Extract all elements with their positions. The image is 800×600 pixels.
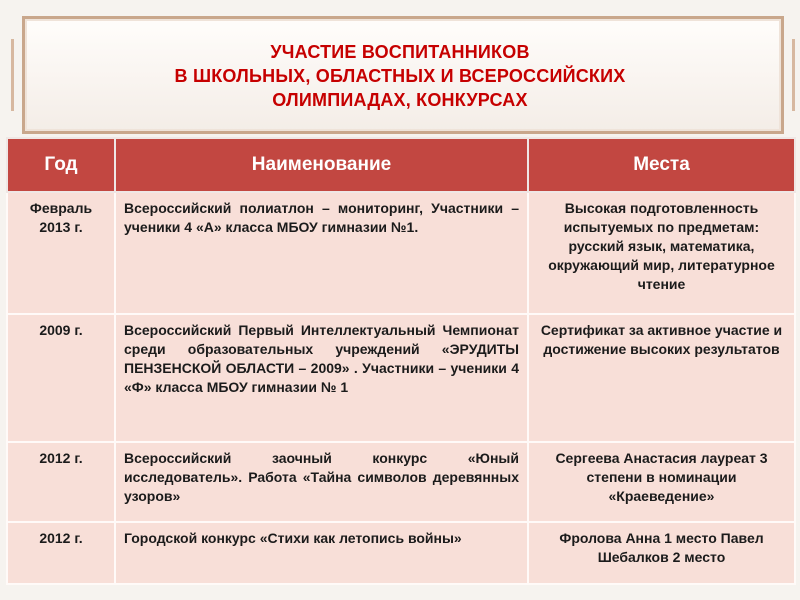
table-row: [7, 442, 795, 522]
table-row: [7, 314, 795, 442]
header-name: Наименование: [115, 138, 528, 192]
cell-year: Февраль 2013 г.: [7, 192, 115, 314]
header-places: Места: [528, 138, 795, 192]
page-title: [0, 40, 800, 112]
title-line-1: УЧАСТИЕ ВОСПИТАННИКОВ: [270, 42, 530, 62]
table-row: [7, 522, 795, 584]
cell-name: Всероссийский Первый Интеллектуальный Чемпионат среди образовательных учреждений «ЭРУДИТЫ ПЕНЗЕНСКОЙ ОБЛАСТИ – 2009» . Участники – ученики 4 «Ф» класса МБОУ гимназии № 1: [115, 314, 528, 442]
header-year: Год: [7, 138, 115, 192]
competitions-table: [6, 137, 796, 585]
cell-year: 2009 г.: [7, 314, 115, 442]
title-line-2: В ШКОЛЬНЫХ, ОБЛАСТНЫХ И ВСЕРОССИЙСКИХ: [174, 66, 626, 86]
table-row: [7, 192, 795, 314]
cell-name: Городской конкурс «Стихи как летопись войны»: [115, 522, 528, 584]
cell-year: 2012 г.: [7, 442, 115, 522]
cell-name: Всероссийский заочный конкурс «Юный исследователь». Работа «Тайна символов деревянных узоров»: [115, 442, 528, 522]
table-header-row: [7, 138, 795, 192]
cell-place: Высокая подготовленность испытуемых по предметам: русский язык, математика, окружающий мир, литературное чтение: [528, 192, 795, 314]
cell-place: Сергеева Анастасия лауреат 3 степени в номинации «Краеведение»: [528, 442, 795, 522]
cell-year: 2012 г.: [7, 522, 115, 584]
cell-place: Фролова Анна 1 место Павел Шебалков 2 место: [528, 522, 795, 584]
cell-place: Сертификат за активное участие и достижение высоких результатов: [528, 314, 795, 442]
cell-name: Всероссийский полиатлон – мониторинг, Участники – ученики 4 «А» класса МБОУ гимназии №1.: [115, 192, 528, 314]
title-line-3: ОЛИМПИАДАХ, КОНКУРСАХ: [272, 90, 528, 110]
